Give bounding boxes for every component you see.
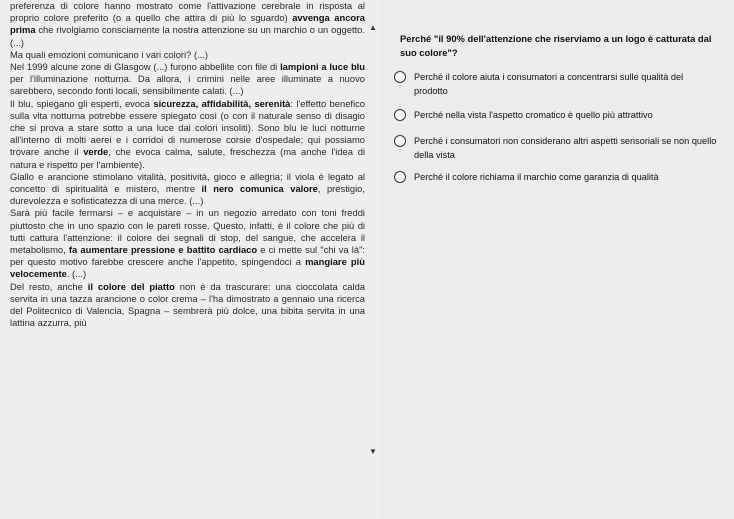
radio-button[interactable] xyxy=(394,135,406,147)
passage-text: , prestigio, durevolezza e sofisticatezza di una merce. (...) xyxy=(10,183,365,207)
passage-text: Sarà più facile fermarsi – e acquistare – in un negozio arredato con toni freddi piuttosto che in uno spazio con le pareti rosse. Questo, infatti, è il colore che più di tutti cattura l'attenzione: il colore dei segnali di stop, del sangue, che accelera il metabolismo, xyxy=(10,207,365,256)
passage-text: che rivolgiamo consciamente la nostra attenzione su un marchio o un oggetto. (...) xyxy=(10,24,365,48)
answer-option-4[interactable] xyxy=(394,170,724,194)
passage-paragraph xyxy=(10,61,365,98)
passage-bold-text: verde xyxy=(83,146,109,158)
radio-button[interactable] xyxy=(394,109,406,121)
passage-bold-text: il nero comunica valore xyxy=(201,183,318,195)
scroll-down-icon[interactable]: ▼ xyxy=(369,447,377,456)
answer-option-1[interactable] xyxy=(394,70,724,108)
answer-option-label: Perché il colore aiuta i consumatori a concentrarsi sulle qualità del prodotto xyxy=(414,72,684,96)
passage-text: Il blu, spiegano gli esperti, evoca xyxy=(10,97,154,109)
passage-text: per l'illuminazione notturna. Da allora, i crimini nelle aree illuminate a nuovo sarebbero, secondo fonti locali, sensibilmente calati. (...) xyxy=(10,73,365,97)
radio-button[interactable] xyxy=(394,171,406,183)
passage-bold-text: il colore del piatto xyxy=(87,280,175,292)
passage-text: . (...) xyxy=(66,268,87,280)
passage-paragraph xyxy=(10,281,365,330)
question-text: Perché "il 90% dell'attenzione che riserviamo a un logo è catturata dal suo colore"? xyxy=(400,33,712,58)
passage-text: : l'effetto benefico sulla vita notturna potrebbe essere spiegato così (o con il naturale senso di disagio che si prova a stare sotto a una luce dai colori insoliti). Sono blu le luci notturne all'interno di molti aerei e i corridoi di numerose corsie d'ospedale; qui possiamo trovare anche il xyxy=(10,97,366,158)
passage-paragraph xyxy=(10,98,365,171)
reading-passage-text xyxy=(10,0,365,329)
question-pane xyxy=(383,0,734,519)
passage-text: , che evoca calma, salute, freschezza (ma anche l'idea di natura e rispetto per l'ambiente). xyxy=(10,146,365,170)
answer-option-2[interactable] xyxy=(394,108,724,134)
passage-text: Del resto, anche xyxy=(10,280,88,292)
radio-button[interactable] xyxy=(394,71,406,83)
passage-bold-text: mangiare più velocemente xyxy=(10,256,365,280)
answer-options xyxy=(394,70,724,194)
passage-text: Giallo e arancione stimolano vitalità, positività, gioco e allegria; il viola è legato al concetto di spiritualità e mistero, mentre xyxy=(10,170,365,195)
passage-text: Ma quali emozioni comunicano i vari colori? (...) xyxy=(10,48,208,60)
passage-text: preferenza di colore hanno mostrato come l'attivazione cerebrale in risposta al proprio colore preferito (o a quello che attira di più lo sguardo) xyxy=(10,0,365,24)
scroll-up-icon[interactable]: ▲ xyxy=(369,23,377,32)
answer-option-label: Perché nella vista l'aspetto cromatico è quello più attrattivo xyxy=(414,110,653,120)
passage-text: e ci mette sul "chi va là": per questo motivo farebbe crescere anche l'appetito, spingendoci a xyxy=(10,244,366,268)
passage-paragraph xyxy=(10,207,365,280)
passage-scrollbar[interactable] xyxy=(367,0,379,462)
answer-option-label: Perché i consumatori non considerano altri aspetti sensoriali se non quello della vista xyxy=(414,136,717,160)
passage-paragraph xyxy=(10,0,365,49)
passage-paragraph xyxy=(10,171,365,208)
passage-text: non è da trascurare: una cioccolata calda servita in una tazza arancione o color crema – l'ha dimostrato a gennaio una ricerca del Politecnico di Valencia, Spagna – sembrerà più dolce, una bibita servita in una lattina azzurra, più xyxy=(10,280,366,329)
passage-text: Nel 1999 alcune zone di Glasgow (...) furono abbellite con file di xyxy=(10,61,281,73)
answer-option-label: Perché il colore richiama il marchio come garanzia di qualità xyxy=(414,172,659,182)
passage-paragraph xyxy=(10,49,365,61)
passage-bold-text: lampioni a luce blu xyxy=(280,61,365,73)
passage-bold-text: avvenga ancora prima xyxy=(10,12,366,36)
passage-bold-text: sicurezza, affidabilità, serenità xyxy=(153,97,291,109)
passage-bold-text: fa aumentare pressione e battito cardiaco xyxy=(68,244,258,256)
answer-option-3[interactable] xyxy=(394,134,724,170)
